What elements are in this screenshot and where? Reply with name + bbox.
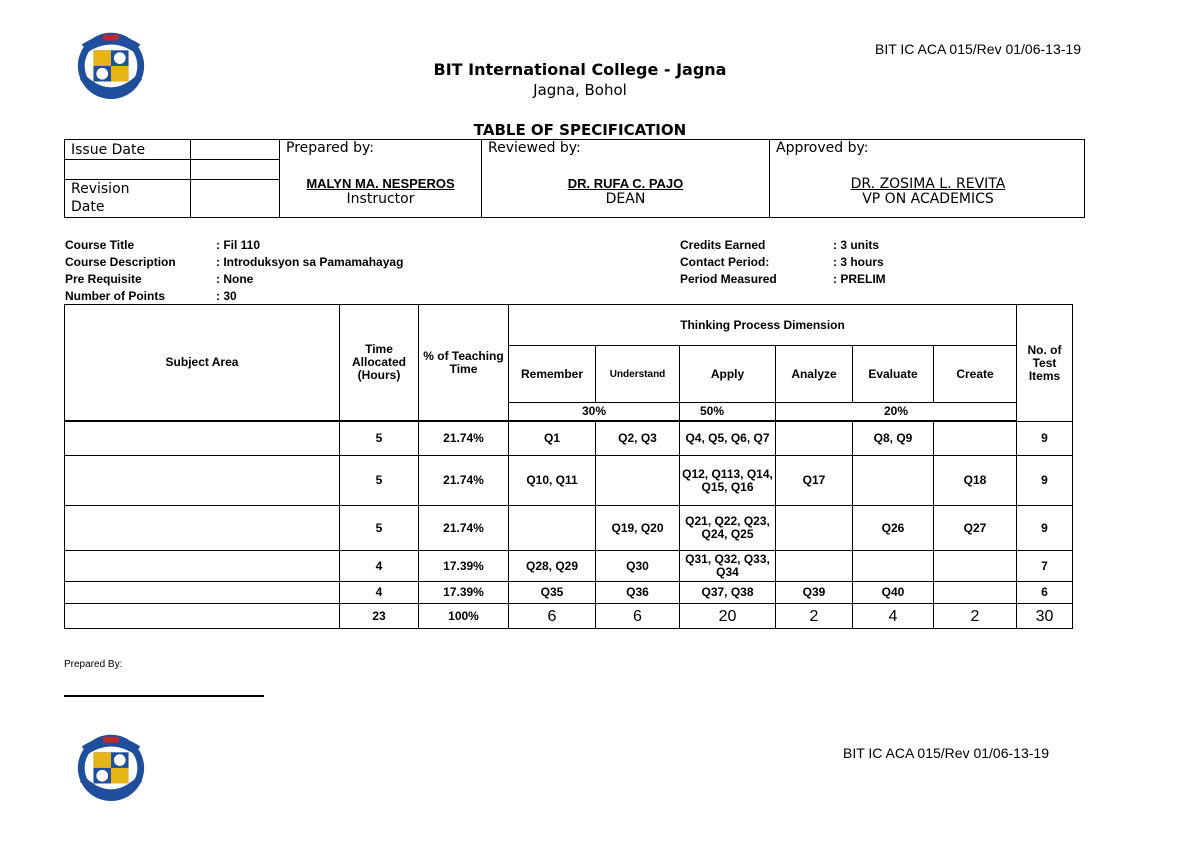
approved-by-cell xyxy=(770,140,1086,218)
lower-order-percent: 30% xyxy=(509,403,680,421)
total-analyze-cell: 2 xyxy=(776,604,853,629)
understand-cell: Q2, Q3 xyxy=(596,422,680,456)
time-cell: 4 xyxy=(340,582,419,604)
understand-cell: Q30 xyxy=(596,551,680,582)
analyze-cell xyxy=(776,422,853,456)
subject-cell xyxy=(65,422,340,456)
number-of-points-label: Number of Points xyxy=(65,289,166,303)
prepared-by-title: Instructor xyxy=(346,191,415,207)
course-info-labels xyxy=(65,237,215,305)
reviewed-by-label: Reviewed by: xyxy=(488,140,581,156)
remember-cell xyxy=(509,506,596,551)
table-row xyxy=(65,456,1073,506)
remember-cell: Q28, Q29 xyxy=(509,551,596,582)
items-cell: 7 xyxy=(1017,551,1073,582)
reviewed-by-name: DR. RUFA C. PAJO xyxy=(567,176,684,191)
contact-period-label: Contact Period: xyxy=(680,255,770,269)
analyze-cell xyxy=(776,551,853,582)
evaluate-cell: Q8, Q9 xyxy=(853,422,934,456)
percent-cell: 21.74% xyxy=(419,422,509,456)
college-location: Jagna, Bohol xyxy=(533,81,627,99)
evaluate-cell xyxy=(853,551,934,582)
middle-order-percent: 50% xyxy=(680,403,776,421)
items-cell: 9 xyxy=(1017,422,1073,456)
college-name: BIT International College - Jagna xyxy=(433,60,727,79)
table-row xyxy=(65,551,1073,582)
blank-value-cell xyxy=(191,160,280,180)
prepared-by-footer-label: Prepared By: xyxy=(64,659,123,670)
approved-by-title: VP ON ACADEMICS xyxy=(862,191,994,207)
table-row xyxy=(65,506,1073,551)
revision-date-label xyxy=(65,180,191,218)
evaluate-cell: Q26 xyxy=(853,506,934,551)
subject-cell xyxy=(65,456,340,506)
evaluate-cell: Q40 xyxy=(853,582,934,604)
create-header: Create xyxy=(934,346,1017,403)
test-items-header: No. of Test Items xyxy=(1017,305,1073,422)
understand-cell: Q36 xyxy=(596,582,680,604)
analyze-cell xyxy=(776,506,853,551)
remember-header: Remember xyxy=(509,346,596,403)
analyze-header: Analyze xyxy=(776,346,853,403)
create-cell: Q18 xyxy=(934,456,1017,506)
course-description-label: Course Description xyxy=(65,255,176,269)
total-understand-cell: 6 xyxy=(596,604,680,629)
percent-cell: 21.74% xyxy=(419,456,509,506)
contact-period-value: : 3 hours xyxy=(833,255,884,269)
percent-cell: 17.39% xyxy=(419,551,509,582)
create-cell xyxy=(934,422,1017,456)
analyze-cell: Q17 xyxy=(776,456,853,506)
credits-earned-label: Credits Earned xyxy=(680,238,766,252)
reviewed-by-title: DEAN xyxy=(605,191,646,207)
remember-cell: Q1 xyxy=(509,422,596,456)
thinking-process-header: Thinking Process Dimension xyxy=(509,305,1017,346)
apply-cell: Q31, Q32, Q33, Q34 xyxy=(680,551,776,582)
subject-cell xyxy=(65,551,340,582)
apply-header: Apply xyxy=(680,346,776,403)
total-items-cell: 30 xyxy=(1017,604,1073,629)
higher-order-percent: 20% xyxy=(776,403,1017,421)
signature-line xyxy=(64,695,264,697)
understand-cell xyxy=(596,456,680,506)
total-apply-cell: 20 xyxy=(680,604,776,629)
remember-cell: Q10, Q11 xyxy=(509,456,596,506)
issue-date-value xyxy=(191,140,280,160)
credit-info-values xyxy=(833,237,1033,288)
totals-row xyxy=(65,604,1073,629)
apply-cell: Q4, Q5, Q6, Q7 xyxy=(680,422,776,456)
items-cell: 9 xyxy=(1017,456,1073,506)
time-cell: 4 xyxy=(340,551,419,582)
teaching-time-header: % of Teaching Time xyxy=(419,305,509,421)
subject-area-header: Subject Area xyxy=(65,305,340,421)
pre-requisite-value: : None xyxy=(216,272,254,286)
revision-label-line-2: Date xyxy=(71,199,105,215)
percent-cell: 21.74% xyxy=(419,506,509,551)
time-allocated-header: Time Allocated (Hours) xyxy=(340,305,419,421)
create-cell: Q27 xyxy=(934,506,1017,551)
credit-info-labels xyxy=(680,237,830,288)
total-percent-cell: 100% xyxy=(419,604,509,629)
approval-table xyxy=(64,139,1085,218)
period-measured-value: : PRELIM xyxy=(833,272,886,286)
apply-cell: Q21, Q22, Q23, Q24, Q25 xyxy=(680,506,776,551)
prepared-by-name: MALYN MA. NESPEROS xyxy=(306,176,455,191)
time-cell: 5 xyxy=(340,506,419,551)
total-remember-cell: 6 xyxy=(509,604,596,629)
create-cell xyxy=(934,582,1017,604)
understand-header: Understand xyxy=(596,346,680,403)
prepared-by-label: Prepared by: xyxy=(286,140,374,156)
document-code: BIT IC ACA 015/Rev 01/06-13-19 xyxy=(875,41,1081,57)
evaluate-cell xyxy=(853,456,934,506)
course-info-values xyxy=(216,237,516,305)
apply-cell: Q12, Q113, Q14, Q15, Q16 xyxy=(680,456,776,506)
college-logo-icon xyxy=(72,724,150,804)
course-title-label: Course Title xyxy=(65,238,135,252)
number-of-points-value: : 30 xyxy=(216,289,237,303)
pre-requisite-label: Pre Requisite xyxy=(65,272,142,286)
course-description-value: : Introduksyon sa Pamamahayag xyxy=(216,255,404,269)
create-cell xyxy=(934,551,1017,582)
footer-document-code: BIT IC ACA 015/Rev 01/06-13-19 xyxy=(843,745,1049,761)
period-measured-label: Period Measured xyxy=(680,272,777,286)
reviewed-by-cell xyxy=(482,140,770,218)
revision-label-line-1: Revision xyxy=(71,181,130,197)
credits-earned-value: : 3 units xyxy=(833,238,880,252)
time-cell: 5 xyxy=(340,422,419,456)
issue-date-label: Issue Date xyxy=(65,140,191,160)
items-cell: 9 xyxy=(1017,506,1073,551)
total-time-cell: 23 xyxy=(340,604,419,629)
total-evaluate-cell: 4 xyxy=(853,604,934,629)
approved-by-label: Approved by: xyxy=(776,140,869,156)
evaluate-header: Evaluate xyxy=(853,346,934,403)
percent-cell: 17.39% xyxy=(419,582,509,604)
apply-cell: Q37, Q38 xyxy=(680,582,776,604)
prepared-by-cell xyxy=(280,140,482,218)
subject-cell xyxy=(65,506,340,551)
total-subject-cell xyxy=(65,604,340,629)
page-title: TABLE OF SPECIFICATION xyxy=(473,121,687,139)
table-row xyxy=(65,422,1073,456)
course-title-value: : Fil 110 xyxy=(216,238,261,252)
blank-label-cell xyxy=(65,160,191,180)
college-logo-icon xyxy=(72,22,150,102)
analyze-cell: Q39 xyxy=(776,582,853,604)
specification-table xyxy=(64,304,1073,629)
approved-by-name: DR. ZOSIMA L. REVITA xyxy=(850,176,1006,192)
remember-cell: Q35 xyxy=(509,582,596,604)
total-create-cell: 2 xyxy=(934,604,1017,629)
subject-cell xyxy=(65,582,340,604)
revision-date-value xyxy=(191,180,280,218)
understand-cell: Q19, Q20 xyxy=(596,506,680,551)
time-cell: 5 xyxy=(340,456,419,506)
items-cell: 6 xyxy=(1017,582,1073,604)
table-row xyxy=(65,582,1073,604)
